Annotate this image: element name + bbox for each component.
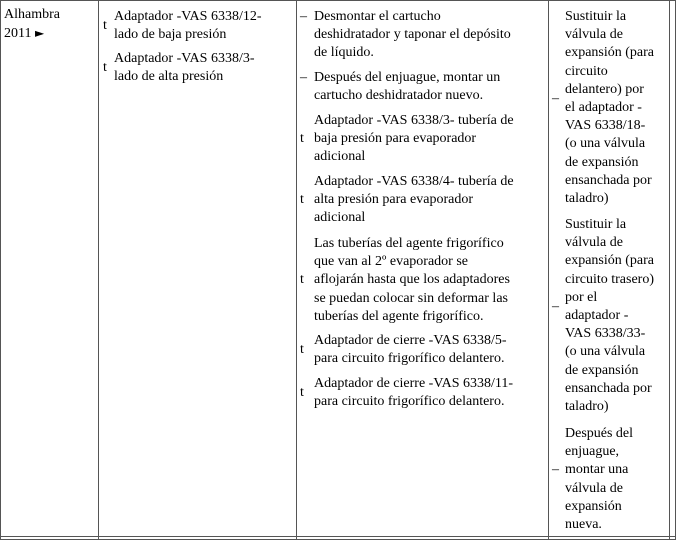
column-divider — [548, 0, 549, 540]
replacement-line: ensanchada por — [565, 172, 652, 188]
bullet-dash: – — [552, 299, 559, 314]
adapter-line: lado de baja presión — [114, 27, 227, 43]
replacement-line: VAS 6338/33- — [565, 326, 646, 342]
adapters-cell — [103, 8, 295, 88]
step-line: de líquido. — [314, 45, 374, 61]
row-divider — [0, 536, 676, 537]
replacement-line: el adaptador - — [565, 100, 642, 116]
bullet-t: t — [300, 131, 304, 146]
step-line: aflojarán hasta que los adaptadores — [314, 272, 510, 288]
model-year-line — [4, 24, 60, 43]
replacement-line: montar una — [565, 462, 629, 478]
bullet-t: t — [300, 192, 304, 207]
bullet-dash: – — [300, 70, 307, 85]
replacement-line: de expansión — [565, 362, 639, 378]
replacement-line: por el — [565, 289, 598, 305]
replacement-line: nueva. — [565, 517, 602, 533]
bullet-t: t — [103, 18, 107, 33]
step-line: se puedan colocar sin deformar las — [314, 290, 508, 306]
replacement-line: circuito — [565, 63, 608, 79]
model-cell — [4, 6, 60, 43]
replacement-line: delantero) por — [565, 81, 644, 97]
replacement-line: expansión (para — [565, 253, 655, 269]
step-line: adicional — [314, 149, 366, 165]
step-line: Adaptador -VAS 6338/3- tubería de — [314, 113, 514, 128]
list-item — [103, 8, 293, 48]
replacement-line: ensanchada por — [565, 380, 652, 396]
replacement-line: de expansión — [565, 154, 639, 170]
bullet-dash: – — [552, 462, 559, 477]
adapter-line: lado de alta presión — [114, 69, 224, 85]
step-line: para circuito frigorífico delantero. — [314, 394, 505, 410]
list-item — [103, 50, 293, 90]
replacements-cell — [552, 8, 668, 534]
replacement-line: enjuague, — [565, 444, 620, 460]
step-line: tuberías del agente frigorífico. — [314, 308, 484, 324]
bullet-t: t — [300, 385, 304, 400]
replacement-line: Sustituir la — [565, 9, 627, 24]
bullet-t: t — [300, 342, 304, 357]
model-name: Alhambra — [4, 7, 60, 22]
column-divider — [669, 0, 670, 540]
replacement-line: adaptador - — [565, 308, 629, 324]
replacement-line: Sustituir la — [565, 217, 627, 232]
replacement-line: válvula de — [565, 480, 623, 496]
replacement-line: expansión — [565, 498, 622, 514]
adapter-line: Adaptador -VAS 6338/3- — [114, 51, 255, 66]
step-line: deshidratador y taponar el depósito — [314, 27, 511, 43]
replacement-line: (o una válvula — [565, 344, 646, 360]
replacement-line: válvula de — [565, 235, 623, 251]
column-divider — [98, 0, 99, 540]
bullet-t: t — [103, 60, 107, 75]
replacement-line: expansión (para — [565, 45, 655, 61]
steps-cell — [300, 8, 546, 418]
replacement-line: Después del — [565, 426, 634, 441]
step-line: alta presión para evaporador — [314, 192, 473, 208]
step-line: Adaptador de cierre -VAS 6338/5- — [314, 333, 507, 348]
step-line: que van al 2º evaporador se — [314, 254, 468, 270]
model-year: 2011 — [4, 26, 32, 42]
bullet-t: t — [300, 272, 304, 287]
step-line: adicional — [314, 210, 366, 226]
step-line: baja presión para evaporador — [314, 131, 477, 147]
replacement-line: circuito trasero) — [565, 271, 655, 287]
replacement-line: taladro) — [565, 399, 609, 415]
bullet-dash: – — [552, 91, 559, 106]
step-line: Adaptador -VAS 6338/4- tubería de — [314, 174, 514, 189]
column-divider — [296, 0, 297, 540]
replacement-line: VAS 6338/18- — [565, 118, 646, 134]
replacement-line: válvula de — [565, 27, 623, 43]
arrow-right-icon: ► — [34, 26, 45, 41]
step-line: Las tuberías del agente frigorífico — [314, 236, 504, 251]
step-line: Adaptador de cierre -VAS 6338/11- — [314, 376, 514, 391]
step-line: Después del enjuague, montar un — [314, 70, 501, 85]
step-line: Desmontar el cartucho — [314, 9, 441, 24]
adapter-line: Adaptador -VAS 6338/12- — [114, 9, 262, 24]
bullet-dash: – — [300, 9, 307, 24]
step-line: cartucho deshidratador nuevo. — [314, 88, 484, 104]
replacement-line: taladro) — [565, 191, 609, 207]
replacement-line: (o una válvula — [565, 136, 646, 152]
step-line: para circuito frigorífico delantero. — [314, 351, 505, 367]
